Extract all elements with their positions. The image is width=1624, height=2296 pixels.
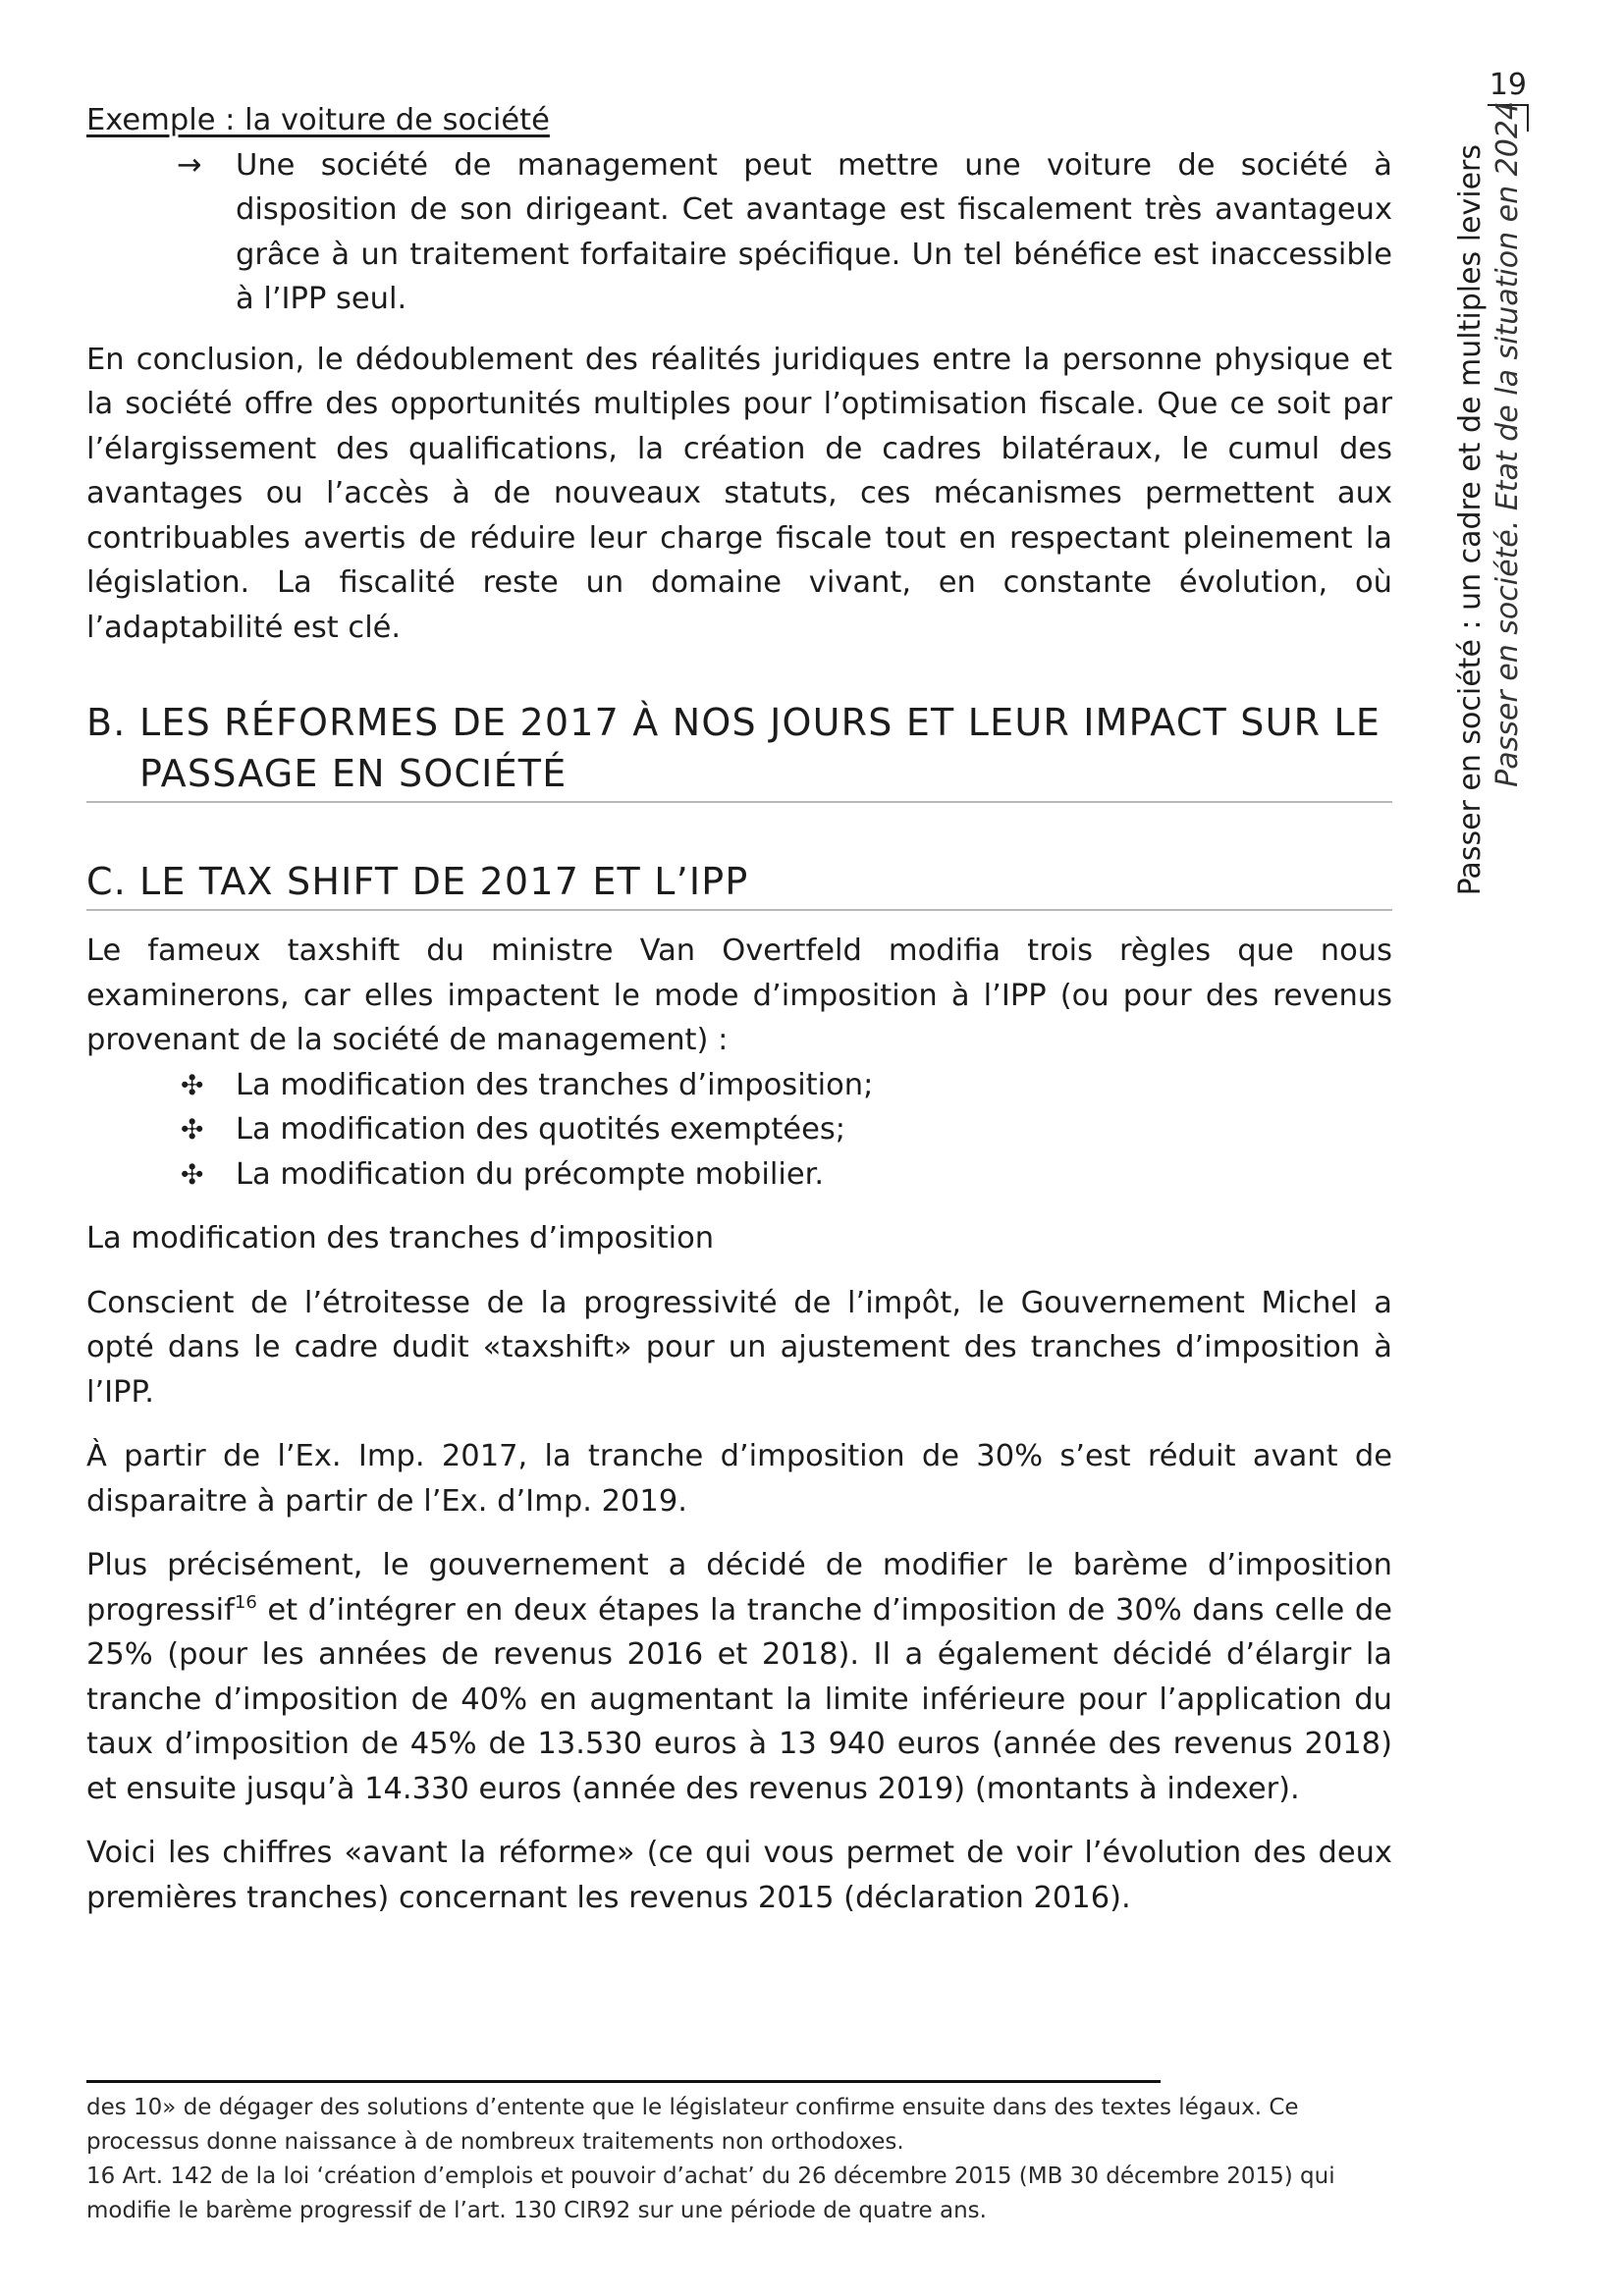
bullet-icon: ✣ bbox=[181, 1068, 204, 1101]
footnote-reference[interactable]: 16 bbox=[234, 1591, 257, 1613]
modification-list bbox=[86, 1063, 1392, 1198]
subheading: La modification des tranches d’imposition bbox=[86, 1221, 715, 1255]
section-c-heading bbox=[86, 856, 1392, 911]
section-c-title: LE TAX SHIFT DE 2017 ET L’IPP bbox=[139, 860, 749, 903]
arrow-icon: → bbox=[177, 147, 202, 183]
list-item-text: La modification des tranches d’imposition; bbox=[236, 1067, 874, 1102]
chapter-title: Passer en société. Etat de la situation en 2024 bbox=[1490, 101, 1525, 787]
example-block bbox=[86, 143, 1392, 322]
footnote-16: 16 Art. 142 de la loi ‘création d’emplois et pouvoir d’achat’ du 26 décembre 2015 (MB 30 décembre 2015) qui modifie le barème progressif de l’art. 130 CIR92 sur une période de quatre ans. bbox=[86, 2163, 1335, 2223]
section-c-number: C. bbox=[86, 860, 128, 903]
example-title: Exemple : la voiture de société bbox=[86, 103, 550, 137]
bullet-icon: ✣ bbox=[181, 1113, 204, 1146]
main-content bbox=[86, 98, 1392, 1920]
bullet-icon: ✣ bbox=[181, 1157, 204, 1191]
book-title: Passer en société : un cadre et de multiples leviers bbox=[1453, 143, 1488, 895]
paragraph-text: Plus précisément, le gouvernement a décidé de modifier le barème d’imposition progressif bbox=[86, 1548, 1392, 1628]
section-b-title: LES RÉFORMES DE 2017 À NOS JOURS ET LEUR IMPACT SUR LE PASSAGE EN SOCIÉTÉ bbox=[139, 701, 1381, 795]
footnotes bbox=[86, 2091, 1392, 2228]
paragraph: Voici les chiffres «avant la réforme» (ce qui vous permet de voir l’évolution des deux premières tranches) concernant les revenus 2015 (déclaration 2016). bbox=[86, 1836, 1392, 1915]
paragraph: Conscient de l’étroitesse de la progressivité de l’impôt, le Gouvernement Michel a opté dans le cadre dudit «taxshift» pour un ajustement des tranches d’imposition à l’IPP. bbox=[86, 1285, 1392, 1410]
footnote-continued: des 10» de dégager des solutions d’entente que le législateur confirme ensuite dans des textes légaux. Ce processus donne naissance à de nombreux traitements non orthodoxes. bbox=[86, 2095, 1299, 2155]
footnote-divider bbox=[86, 2080, 1161, 2083]
paragraph-text: et d’intégrer en deux étapes la tranche d’imposition de 30% dans celle de 25% (pour les années de revenus 2016 et 2018). Il a également décidé d’élargir la tranche d’imposition de 40% en augmentant la limite inférieure pour l’application du taux d’imposition de 45% de 13.530 euros à 13 940 euros (année des revenus 2018) et ensuite jusqu’à 14.330 euros (année des revenus 2019) (montants à indexer). bbox=[86, 1592, 1392, 1806]
paragraph-with-footnote bbox=[86, 1543, 1392, 1811]
list-item bbox=[86, 1107, 1392, 1152]
page-number: 19 bbox=[1489, 68, 1527, 102]
list-item bbox=[86, 1063, 1392, 1108]
list-item-text: La modification des quotités exemptées; bbox=[236, 1112, 846, 1147]
paragraph: À partir de l’Ex. Imp. 2017, la tranche d’imposition de 30% s’est réduit avant de disparaitre à partir de l’Ex. d’Imp. 2019. bbox=[86, 1439, 1392, 1519]
running-header bbox=[1448, 68, 1537, 895]
header-rule-vertical bbox=[1527, 104, 1529, 132]
list-item-text: La modification du précompte mobilier. bbox=[236, 1156, 825, 1192]
example-text: Une société de management peut mettre une voiture de société à disposition de son dirigeant. Cet avantage est fiscalement très avantageux grâce à un traitement forfaitaire spécifique. Un tel bénéfice est inaccessible à l’IPP seul. bbox=[236, 147, 1392, 316]
conclusion-paragraph: En conclusion, le dédoublement des réalités juridiques entre la personne physique et la société offre des opportunités multiples pour l’optimisation fiscale. Que ce soit par l’élargissement des qualifications, la création de cadres bilatéraux, le cumul des avantages ou l’accès à de nouveaux statuts, ces mécanismes permettent aux contribuables avertis de réduire leur charge fiscale tout en respectant pleinement la législation. La fiscalité reste un domaine vivant, en constante évolution, où l’adaptabilité est clé. bbox=[86, 342, 1392, 645]
list-item bbox=[86, 1152, 1392, 1198]
section-b-number: B. bbox=[86, 701, 127, 744]
intro-paragraph: Le fameux taxshift du ministre Van Overtfeld modifia trois règles que nous examinerons, car elles impactent le mode d’imposition à l’IPP (ou pour des revenus provenant de la société de management) : bbox=[86, 934, 1392, 1057]
section-b-heading bbox=[86, 697, 1392, 803]
